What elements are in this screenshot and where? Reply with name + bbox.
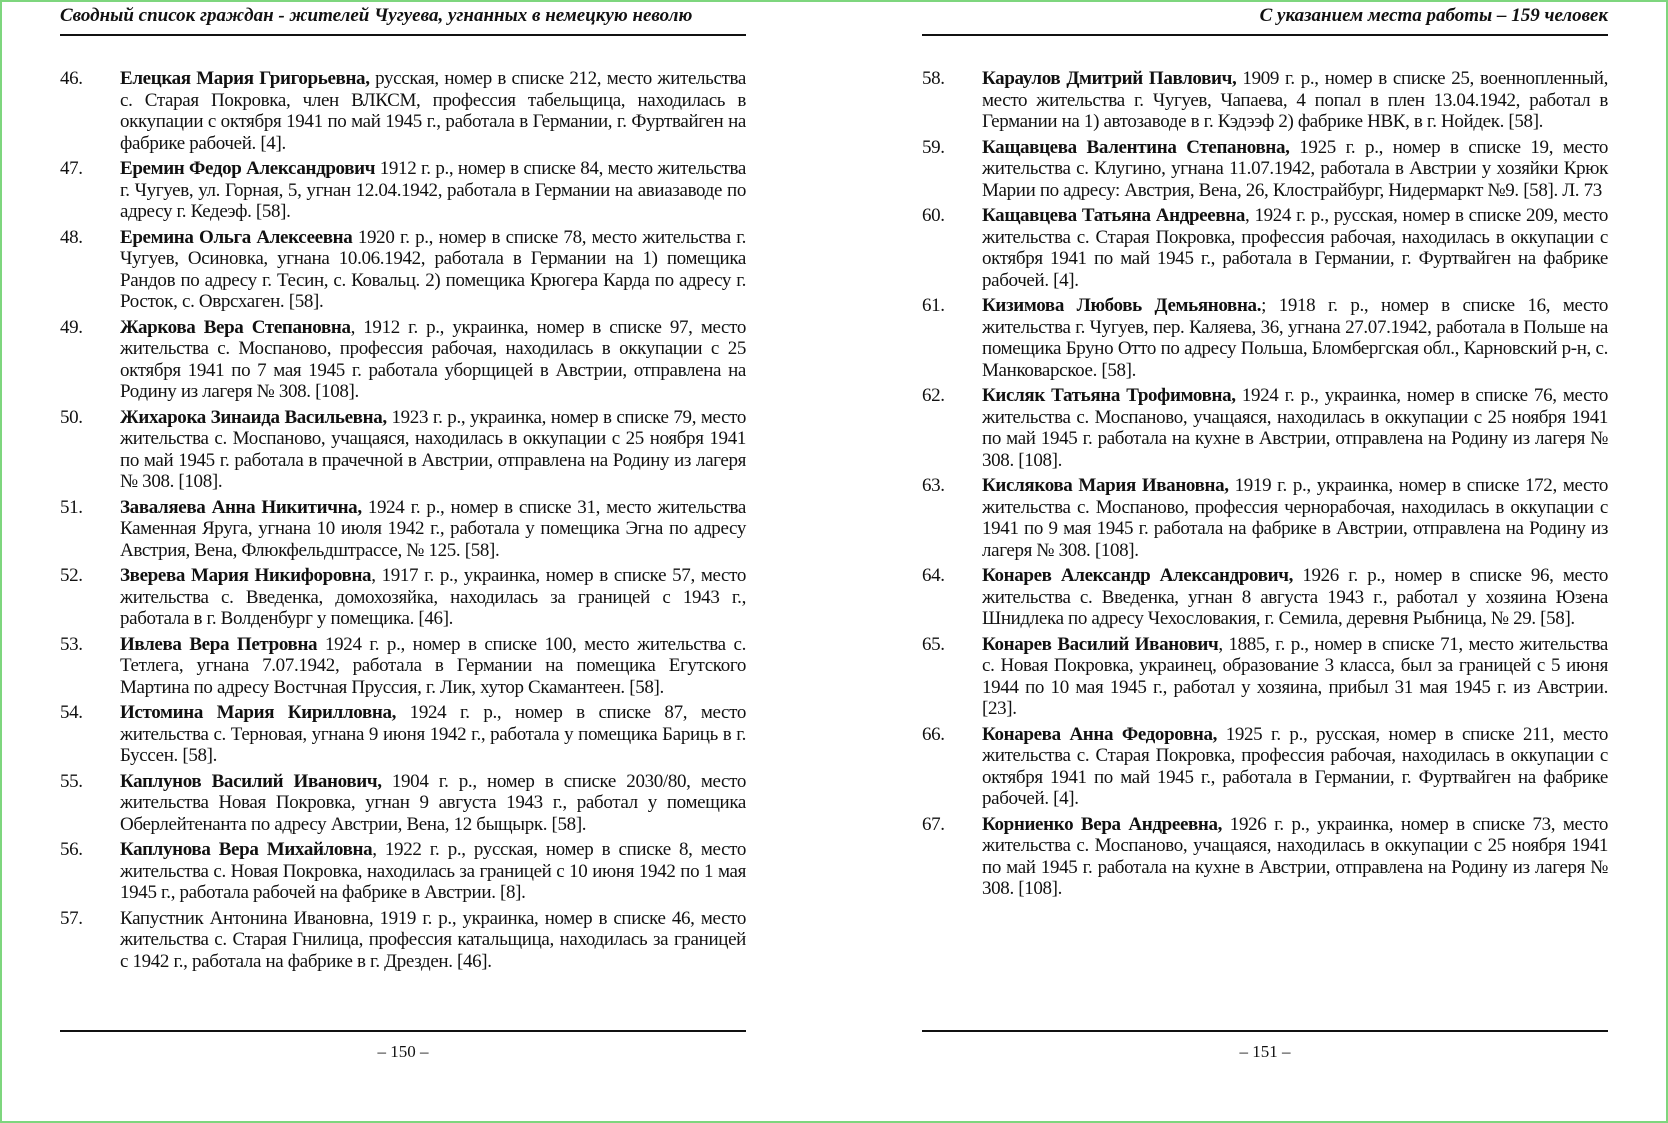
- person-details: 1909 г. р., номер в списке 25, военнопленный, место жительства г. Чугуев, Чапаева, 4 попал в плен 13.04.1942, работал в Германии на 1) автозаводе в г. Кэдээф 2) фабрике НВК, в г. Нойдек. [58].: [982, 68, 1608, 132]
- item-number: 49.: [60, 316, 83, 338]
- item-text: [120, 634, 746, 699]
- person-name: Ивлева Вера Петровна: [120, 633, 318, 655]
- item-number: 46.: [60, 68, 83, 89]
- list-item: [922, 385, 1608, 471]
- item-text: [120, 227, 746, 313]
- person-details: , 1922 г. р., русская, номер в списке 8, место жительства с. Новая Покровка, находилась за границей с 10 июня 1942 по 1 мая 1945 г., работала рабочей на фабрике в Австрии. [8].: [120, 839, 747, 903]
- item-number: 48.: [60, 226, 83, 248]
- person-name: Кащавцева Татьяна Андреевна: [982, 205, 1246, 226]
- person-details: 1925 г. р., номер в списке 19, место жительства с. Клугино, угнана 11.07.1942, работала в Австрии у хозяйки Крюк Марии по адресу: Австрия, Вена, 26, Клострайбург, Нидермаркт №9. [58]. Л. 73: [982, 136, 1608, 201]
- item-text: [982, 68, 1608, 133]
- list-item: [922, 724, 1608, 810]
- running-header: Сводный список граждан - жителей Чугуева, угнанных в немецкую неволю: [60, 4, 746, 36]
- item-text: [982, 295, 1608, 381]
- item-text: [120, 407, 746, 493]
- person-name: Корниенко Вера Андреевна,: [982, 813, 1223, 835]
- list-item: [922, 137, 1608, 202]
- person-details: русская, номер в списке 212, место жительства с. Старая Покровка, член ВЛКСМ, профессия табельщица, находилась в оккупации с октября 1941 по май 1945 г., работала в Германии, г. Фуртвайген на фабрике рабочей. [4].: [120, 68, 746, 154]
- person-name: Конарев Александр Александрович,: [982, 565, 1294, 586]
- person-details: ; 1918 г. р., номер в списке 16, место жительства г. Чугуев, пер. Каляева, 36, угнана 27.07.1942, работала в Польше на помещика Бруно Отто по адресу Польша, Бломбергская обл., Карновский р-н, с. Манковарское. [58].: [982, 295, 1608, 381]
- person-details: 1912 г. р., номер в списке 84, место жительства г. Чугуев, ул. Горная, 5, угнан 12.04.1942, работала в Германии на авиазаводе по адресу г. Кедеэф. [58].: [120, 158, 746, 222]
- person-name: Елецкая Мария Григорьевна,: [120, 68, 370, 89]
- item-text: [120, 68, 746, 154]
- item-text: [120, 839, 746, 904]
- item-text: [120, 158, 746, 223]
- right-page: [922, 0, 1608, 1123]
- list-item: [60, 702, 746, 767]
- item-text: [982, 385, 1608, 471]
- person-details: , 1924 г. р., русская, номер в списке 209, место жительства с. Старая Покровка, профессия рабочая, находилась в оккупации с октября 1941 по май 1945 г., работала в Германии, г. Фуртвайген на фабрике рабочей. [4].: [982, 205, 1609, 291]
- item-text: [982, 205, 1608, 291]
- item-number: 64.: [922, 565, 945, 586]
- item-number: 54.: [60, 702, 83, 723]
- person-name: Заваляева Анна Никитична,: [120, 496, 362, 518]
- left-page: [60, 0, 746, 1123]
- person-name: Жихарока Зинаида Васильевна,: [120, 406, 387, 428]
- running-header: С указанием места работы – 159 человек: [922, 4, 1608, 36]
- item-text: [982, 814, 1608, 900]
- item-text: [120, 565, 746, 630]
- list-item: [60, 497, 746, 562]
- page-number: – 150 –: [60, 1030, 746, 1062]
- person-name: Жаркова Вера Степановна: [120, 316, 351, 338]
- item-number: 58.: [922, 68, 945, 89]
- item-number: 65.: [922, 633, 945, 655]
- person-details: 1923 г. р., украинка, номер в списке 79, место жительства с. Моспаново, учащаяся, находилась в оккупации с 25 ноября 1941 по май 1945 г. работала в прачечной в Австрии, отправлена на Родину из лагеря № 308. [108].: [120, 406, 747, 492]
- person-details: 1926 г. р., украинка, номер в списке 73, место жительства с. Моспаново, учащаяся, находилась в оккупации с 25 ноября 1941 по май 1945 г. работала на кухне в Австрии, отправлена на Родину из лагеря № 308. [108].: [982, 813, 1608, 899]
- item-text: [982, 137, 1608, 202]
- person-details: 1924 г. р., украинка, номер в списке 76, место жительства с. Моспаново, учащаяся, находилась в оккупации с 25 ноября 1941 по май 1945 г. работала на кухне в Австрии, отправлена на Родину из лагеря № 308. [108].: [982, 385, 1608, 471]
- person-name: Кизимова Любовь Демьяновна.: [982, 295, 1262, 316]
- person-name: Кислякова Мария Ивановна,: [982, 475, 1229, 496]
- person-details: , 1917 г. р., украинка, номер в списке 57, место жительства с. Введенка, домохозяйка, находилась за границей с 1943 г., работала в г. Волденбург у помещика. [46].: [120, 565, 746, 629]
- list-item: [922, 814, 1608, 900]
- person-details: Капустник Антонина Ивановна, 1919 г. р., украинка, номер в списке 46, место жительства с. Старая Гнилица, профессия катальщица, находилась за границей с 1942 г., работала на фабрике в г. Дрезден. [46].: [120, 907, 746, 972]
- list-item: [922, 475, 1608, 561]
- person-name: Конарева Анна Федоровна,: [982, 723, 1218, 745]
- person-name: Караулов Дмитрий Павлович,: [982, 68, 1237, 89]
- item-number: 60.: [922, 205, 945, 226]
- person-details: 1924 г. р., номер в списке 31, место жительства Каменная Яруга, угнана 10 июля 1942 г., работала у помещика Эгна по адресу Австрия, Вена, Флюкфельдштрассе, № 125. [58].: [120, 496, 746, 561]
- person-details: , 1912 г. р., украинка, номер в списке 97, место жительства с. Моспаново, профессия рабочая, находилась в оккупации с 25 октября 1941 по 7 мая 1945 г. работала уборщицей в Австрии, отправлена на Родину из лагеря № 308. [108].: [120, 316, 746, 402]
- item-number: 52.: [60, 565, 83, 586]
- entry-list: [922, 68, 1608, 904]
- list-item: [60, 634, 746, 699]
- item-number: 67.: [922, 813, 945, 835]
- item-number: 66.: [922, 723, 945, 745]
- person-details: 1926 г. р., номер в списке 96, место жительства с. Введенка, угнан 8 августа 1943 г., работал у хозяина Юзена Шнидлека по адресу Чехословакия, г. Семила, деревня Рыбница, № 29. [58].: [982, 565, 1608, 629]
- person-details: 1924 г. р., номер в списке 87, место жительства с. Терновая, угнана 9 июня 1942 г., работала у помещика Бариць в г. Буссен. [58].: [120, 702, 746, 766]
- person-name: Каплунова Вера Михайловна: [120, 839, 373, 860]
- item-number: 56.: [60, 839, 83, 860]
- person-details: 1924 г. р., номер в списке 100, место жительства с. Тетлега, угнана 7.07.1942, работала в Германии на помещика Егутского Мартина по адресу Востчная Пруссия, г. Лик, хутор Скамантеен. [58].: [120, 633, 746, 698]
- list-item: [60, 839, 746, 904]
- list-item: [60, 158, 746, 223]
- list-item: [60, 407, 746, 493]
- person-details: 1919 г. р., украинка, номер в списке 172, место жительства с. Моспаново, профессия чернорабочая, находилась в оккупации с 1941 по 9 мая 1945 г. работала на фабрике в Австрии, отправлена на Родину из лагеря № 308. [108].: [982, 475, 1608, 561]
- list-item: [60, 771, 746, 836]
- list-item: [60, 565, 746, 630]
- list-item: [60, 68, 746, 154]
- item-number: 61.: [922, 295, 945, 316]
- item-text: [120, 908, 746, 973]
- item-number: 47.: [60, 158, 83, 179]
- person-name: Каплунов Василий Иванович,: [120, 770, 382, 792]
- list-item: [60, 227, 746, 313]
- item-text: [120, 771, 746, 836]
- person-name: Конарев Василий Иванович: [982, 633, 1219, 655]
- person-details: 1925 г. р., русская, номер в списке 211, место жительства с. Старая Покровка, профессия рабочая, находилась в оккупации с октября 1941 по май 1945 г., работала в Германии, г. Фуртвайген на фабрике рабочей. [4].: [982, 723, 1608, 809]
- page-number: – 151 –: [922, 1030, 1608, 1062]
- item-number: 53.: [60, 633, 83, 655]
- person-name: Еремин Федор Александрович: [120, 158, 376, 179]
- list-item: [922, 68, 1608, 133]
- person-name: Истомина Мария Кирилловна,: [120, 702, 396, 723]
- item-number: 51.: [60, 496, 83, 518]
- item-text: [120, 702, 746, 767]
- person-details: , 1885, г. р., номер в списке 71, место жительства с. Новая Покровка, украинец, образование 3 класса, был за границей с 5 июня 1944 по 10 мая 1945 г., работал у хозяина, прибыл 31 мая 1945 г. из Австрии. [23].: [982, 633, 1608, 719]
- person-name: Зверева Мария Никифоровна: [120, 565, 372, 586]
- list-item: [60, 317, 746, 403]
- list-item: [922, 634, 1608, 720]
- person-name: Кащавцева Валентина Степановна,: [982, 136, 1290, 158]
- list-item: [922, 205, 1608, 291]
- item-text: [982, 565, 1608, 630]
- item-text: [120, 497, 746, 562]
- person-details: 1920 г. р., номер в списке 78, место жительства г. Чугуев, Осиновка, угнана 10.06.1942, работала в Германии на 1) помещика Рандов по адресу г. Тесин, с. Ковальц. 2) помещика Крюгера Карда по адресу г. Росток, с. Оврсхаген. [58].: [120, 226, 746, 312]
- item-number: 57.: [60, 907, 83, 929]
- person-name: Еремина Ольга Алексеевна: [120, 226, 353, 248]
- item-text: [982, 634, 1608, 720]
- item-number: 50.: [60, 406, 83, 428]
- list-item: [60, 908, 746, 973]
- item-text: [982, 475, 1608, 561]
- list-item: [922, 565, 1608, 630]
- item-number: 62.: [922, 385, 945, 406]
- item-number: 59.: [922, 136, 945, 158]
- list-item: [922, 295, 1608, 381]
- person-details: 1904 г. р., номер в списке 2030/80, место жительства Новая Покровка, угнан 9 августа 1943 г., работал у помещика Оберлейтенанта по адресу Австрии, Вена, 12 быщырк. [58].: [120, 770, 746, 835]
- item-text: [982, 724, 1608, 810]
- item-number: 55.: [60, 770, 83, 792]
- entry-list: [60, 68, 746, 976]
- person-name: Кисляк Татьяна Трофимовна,: [982, 385, 1236, 406]
- item-text: [120, 317, 746, 403]
- item-number: 63.: [922, 475, 945, 496]
